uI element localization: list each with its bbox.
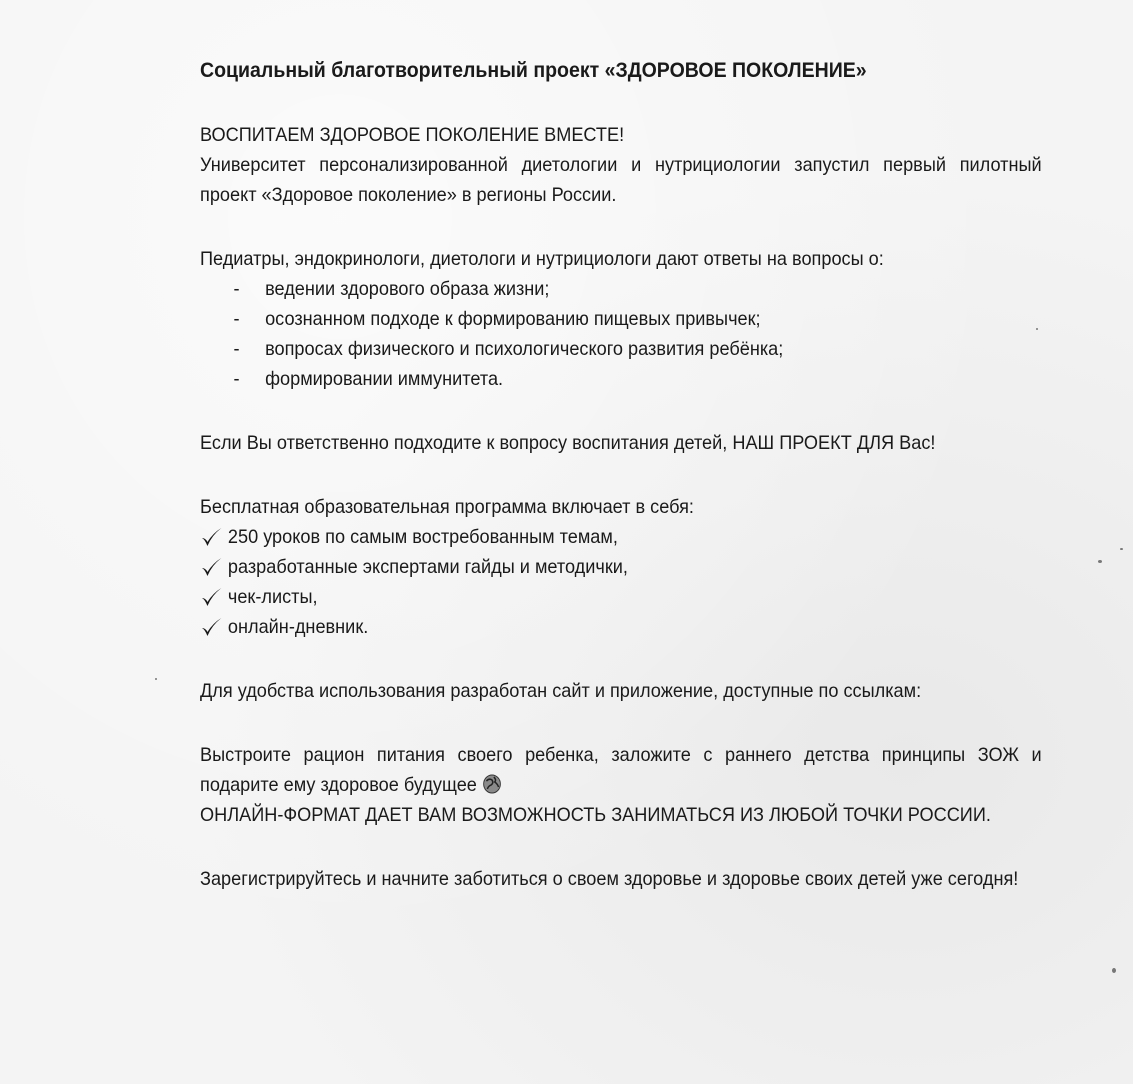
list-item: [200, 582, 1042, 612]
checkmark-icon: [200, 617, 222, 639]
diet-call-paragraph: [200, 740, 1042, 800]
list-item: [200, 612, 1042, 642]
checkmark-icon: [200, 557, 222, 579]
list-item: [200, 522, 1042, 552]
dash-bullet: -: [233, 368, 240, 390]
program-lead: Бесплатная образовательная программа включает в себя:: [200, 496, 694, 518]
program-item-text: онлайн-дневник.: [227, 616, 369, 638]
intro-paragraph: Университет персонализированной диетологии и нутрициологии запустил первый пилотный проект «Здоровое поколение» в регионы России.: [200, 154, 1042, 206]
scan-speck: [155, 678, 157, 680]
list-item: [233, 274, 1041, 304]
scan-speck: [1112, 968, 1116, 973]
online-format: ОНЛАЙН-ФОРМАТ ДАЕТ ВАМ ВОЗМОЖНОСТЬ ЗАНИМАТЬСЯ ИЗ ЛЮБОЙ ТОЧКИ РОССИИ.: [200, 804, 991, 826]
dash-bullet: -: [233, 278, 240, 300]
paragraph-spacer: [200, 394, 1042, 428]
list-item: [200, 552, 1042, 582]
scan-speck: [1098, 560, 1102, 563]
topic-text: осознанном подходе к формированию пищевых привычек;: [265, 308, 761, 330]
experts-lead: Педиатры, эндокринологи, диетологи и нутрициологи дают ответы на вопросы о:: [200, 248, 884, 270]
program-item-text: чек-листы,: [227, 586, 318, 608]
dash-bullet: -: [233, 338, 240, 360]
checkmark-icon: [200, 527, 222, 549]
document-body: [200, 56, 1042, 894]
slogan: ВОСПИТАЕМ ЗДОРОВОЕ ПОКОЛЕНИЕ ВМЕСТЕ!: [200, 124, 625, 146]
document-title: Социальный благотворительный проект «ЗДОРОВОЕ ПОКОЛЕНИЕ»: [200, 59, 867, 82]
checkmark-icon: [200, 587, 222, 609]
topic-text: формировании иммунитета.: [265, 368, 504, 390]
list-item: [233, 334, 1041, 364]
site-note: Для удобства использования разработан сайт и приложение, доступные по ссылкам:: [200, 680, 922, 702]
paragraph-spacer: [200, 210, 1042, 244]
call-to-parents: Если Вы ответственно подходите к вопросу воспитания детей, НАШ ПРОЕКТ ДЛЯ Вас!: [200, 432, 936, 454]
register-call: Зарегистрируйтесь и начните заботиться о своем здоровье и здоровье своих детей уже сегодня!: [200, 868, 1019, 890]
list-item: [233, 304, 1041, 334]
paragraph-spacer: [200, 458, 1042, 492]
paragraph-spacer: [200, 830, 1042, 864]
paragraph-spacer: [200, 642, 1042, 676]
topic-text: вопросах физического и психологического развития ребёнка;: [265, 338, 784, 360]
paragraph-spacer: [200, 706, 1042, 740]
program-item-text: 250 уроков по самым востребованным темам,: [227, 526, 618, 548]
program-item-text: разработанные экспертами гайды и методички,: [227, 556, 628, 578]
globe-icon: [482, 774, 501, 794]
scan-speck: [1120, 548, 1123, 550]
program-list: [200, 522, 1042, 642]
diet-call-text: Выстроите рацион питания своего ребенка, заложите с раннего детства принципы ЗОЖ и подарите ему здоровое будущее: [200, 744, 1042, 796]
list-item: [233, 364, 1041, 394]
dash-bullet: -: [233, 308, 240, 330]
topic-text: ведении здорового образа жизни;: [265, 278, 550, 300]
topics-list: [200, 274, 1042, 394]
